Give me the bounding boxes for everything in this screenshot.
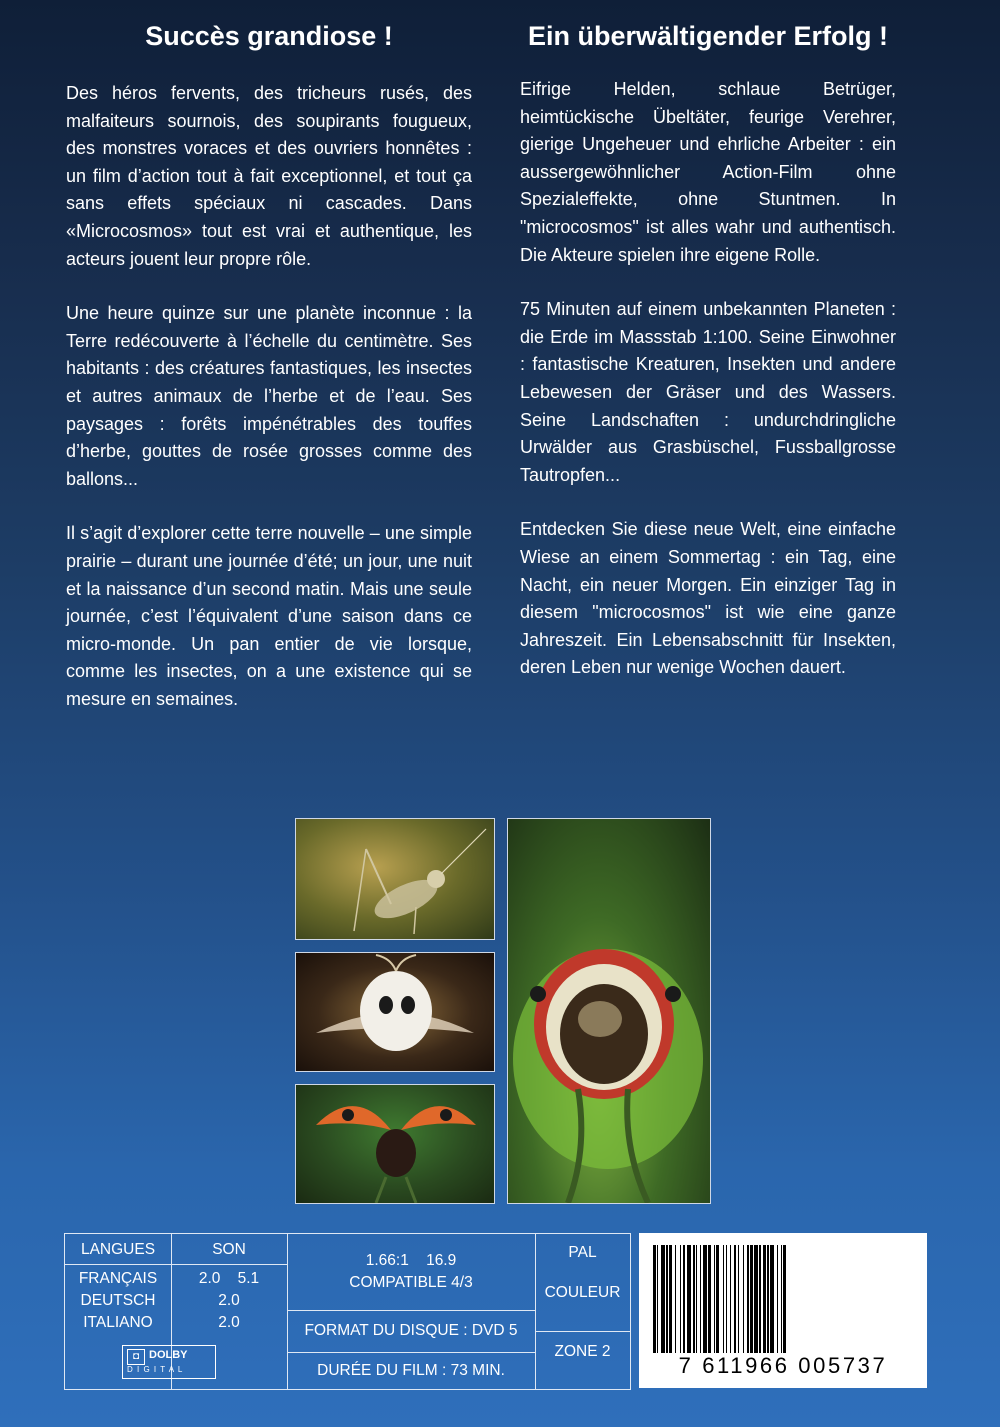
film-duration: DURÉE DU FILM : 73 MIN. (317, 1362, 505, 1379)
specs-divider (287, 1310, 535, 1311)
german-title: Ein überwältigender Erfolg ! (527, 21, 889, 51)
sound-italian: 2.0 (218, 1314, 240, 1331)
video-system: PAL (568, 1244, 597, 1261)
dolby-digital-logo (122, 1345, 216, 1379)
german-paragraph-2: 75 Minuten auf einem unbekannten Planeten : die Erde im Massstab 1:100. Seine Einwohner : fantastische Kreaturen, Insekten und andere Lebewesen der Gräser und des Wassers. Seine Landschaften : undurchdringliche Urwälder aus Grasbüschel, Fussballgrosse Tautropfen... (520, 299, 896, 485)
language-german: DEUTSCH (80, 1292, 156, 1309)
region-zone: ZONE 2 (554, 1343, 611, 1360)
barcode-bar (786, 1245, 787, 1353)
moth-photo (295, 952, 495, 1072)
german-paragraph-3: Entdecken Sie diese neue Welt, eine einfache Wiese an einem Sommertag : ein Tag, eine Nacht, ein neuer Morgen. Ein einziger Tag in diesem "microcosmos" ist wie eine ganze Jahreszeit. Ein Lebensabschnitt für Insekten, deren Leben nur wenige Wochen dauert. (520, 519, 896, 678)
ladybug-photo (295, 1084, 495, 1204)
aspect-compatibility: COMPATIBLE 4/3 (349, 1274, 473, 1291)
barcode (639, 1233, 927, 1388)
german-paragraph-1: Eifrige Helden, schlaue Betrüger, heimtückische Übeltäter, feurige Verehrer, gierige Ungeheuer und ehrliche Arbeiter : ein aussergewöhnlicher Action-Film ohne Spezialeffekte, ohne Stuntmen. In "microcosmos" ist alles wahr und authentisch. Die Akteure spielen ihre eigene Rolle. (520, 79, 896, 265)
sound-french: 2.0 5.1 (198, 1270, 260, 1287)
french-column (66, 18, 472, 740)
grasshopper-illustration (296, 819, 494, 939)
dolby-label: DOLBY (149, 1349, 188, 1361)
french-paragraph-1: Des héros fervents, des tricheurs rusés, des malfaiteurs sournois, des soupirants fougueux, des monstres voraces et des ouvriers honnêtes : un film d’action tout à fait exceptionnel, et tout ça sans effets spéciaux ni cascades. Dans «Microcosmos» tout est vrai et authentique, les acteurs jouent leur propre rôle. (66, 83, 472, 269)
language-italian: ITALIANO (83, 1314, 153, 1331)
sound-german: 2.0 (218, 1292, 240, 1309)
ladybug-illustration (296, 1085, 494, 1203)
grasshopper-photo (295, 818, 495, 940)
disc-format: FORMAT DU DISQUE : DVD 5 (304, 1322, 518, 1339)
specs-divider (65, 1264, 287, 1265)
french-title: Succès grandiose ! (145, 21, 393, 51)
languages-header: LANGUES (80, 1241, 156, 1258)
caterpillar-illustration (508, 819, 710, 1203)
barcode-bars (653, 1245, 911, 1353)
french-paragraph-3: Il s’agit d’explorer cette terre nouvelle – une simple prairie – durant une journée d’été; un jour, une nuit et la naissance d’un second matin. Mais une seule journée, c’est l’équivalent d’une saison dans ce micro-monde. Un pan entier de vie lorsque, comme les insectes, on a une existence qui se mesure en semaines. (66, 523, 472, 709)
aspect-ratio: 1.66:1 16.9 (365, 1252, 457, 1269)
dolby-sublabel: D I G I T A L (127, 1365, 184, 1374)
video-color: COULEUR (544, 1284, 621, 1301)
specs-divider (287, 1352, 535, 1353)
sound-header: SON (212, 1241, 246, 1258)
dolby-icon: ◘ (127, 1349, 145, 1365)
moth-illustration (296, 953, 494, 1071)
barcode-number: 7 611966 005737 (678, 1353, 888, 1378)
language-french: FRANÇAIS (78, 1270, 158, 1287)
german-column (520, 18, 896, 709)
caterpillar-photo (507, 818, 711, 1204)
french-paragraph-2: Une heure quinze sur une planète inconnue : la Terre redécouverte à l’échelle du centimètre. Ses habitants : des créatures fantastiques, les insectes et autres animaux de l’herbe et de l’eau. Ses paysages : forêts impénétrables des touffes d’herbe, gouttes de rosée grosses comme des ballons... (66, 303, 472, 489)
specs-divider (535, 1331, 630, 1332)
